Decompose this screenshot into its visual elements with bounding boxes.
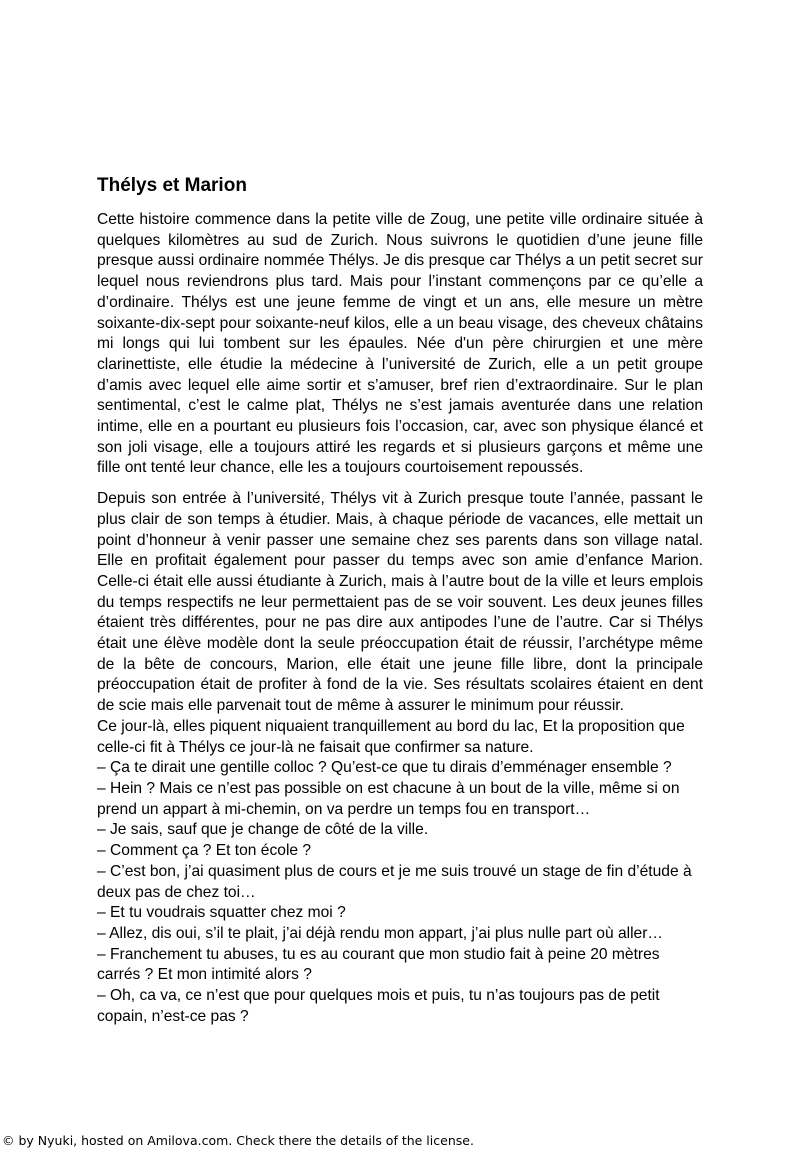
dialogue-line: – Ça te dirait une gentille colloc ? Qu’est-ce que tu dirais d’emménager ensemble ? <box>97 759 672 777</box>
paragraph-intro: Cette histoire commence dans la petite ville de Zoug, une petite ville ordinaire située à quelques kilomètres au sud de Zurich. Nous suivrons le quotidien d’une jeune fille presque aussi ordinaire nommée Thélys. Je dis presque car Thélys a un petit secret sur lequel nous reviendrons plus tard. Mais pour l’instant commençons par ce qu’elle a d’ordinaire. Thélys est une jeune femme de vingt et un ans, elle mesure un mètre soixante-dix-sept pour soixante-neuf kilos, elle a un beau visage, des cheveux châtains mi longs qui lui tombent sur les épaules. Née d'un père chirurgien et une mère clarinettiste, elle étudie la médecine à l’université de Zurich, elle a un petit groupe d’amis avec lequel elle aime sortir et s’amuser, bref rien d’extraordinaire. Sur le plan sentimental, c’est le calme plat, Thélys ne s’est jamais aventurée dans une relation intime, elle en a pourtant eu plusieurs fois l’occasion, car, avec son physique élancé et son joli visage, elle a toujours attiré les regards et si plusieurs garçons et même une fille ont tenté leur chance, elle les a toujours courtoisement repoussés. <box>97 211 703 477</box>
document-title: Thélys et Marion <box>97 175 247 196</box>
narration-line: Ce jour-là, elles piquent niquaient tranquillement au bord du lac, Et la proposition que celle-ci fit à Thélys ce jour-là ne faisait que confirmer sa nature. <box>97 717 685 756</box>
dialogue-line: – Hein ? Mais ce n’est pas possible on est chacune à un bout de la ville, même si on prend un appart à mi-chemin, on va perdre un temps fou en transport… <box>97 779 680 818</box>
dialogue-line: – Je sais, sauf que je change de côté de la ville. <box>97 821 429 839</box>
document-body <box>97 172 703 1027</box>
dialogue-line: – Oh, ca va, ce n’est que pour quelques mois et puis, tu n’as toujours pas de petit copain, n’est-ce pas ? <box>97 987 660 1025</box>
dialogue-line: – Franchement tu abuses, tu es au courant que mon studio fait à peine 20 mètres carrés ? Et mon intimité alors ? <box>97 945 660 984</box>
dialogue-line: – C’est bon, j’ai quasiment plus de cours et je me suis trouvé un stage de fin d’étude à deux pas de chez toi… <box>97 862 692 901</box>
license-footer: © by Nyuki, hosted on Amilova.com. Check there the details of the license. <box>2 1133 474 1148</box>
paragraph-university: Depuis son entrée à l’université, Thélys vit à Zurich presque toute l’année, passant le plus clair de son temps à étudier. Mais, à chaque période de vacances, elle mettait un point d’honneur à venir passer une semaine chez ses parents dans son village natal. Elle en profitait également pour passer du temps avec son amie d’enfance Marion. Celle-ci était elle aussi étudiante à Zurich, mais à l’autre bout de la ville et leurs emplois du temps respectifs ne leur permettaient pas de se voir souvent. Les deux jeunes filles étaient très différentes, pour ne pas dire aux antipodes l’une de l’autre. Car si Thélys était une élève modèle dont la seule préoccupation était de réussir, l’archétype même de la bête de concours, Marion, elle était une jeune fille libre, dont la principale préoccupation était de profiter à fond de la vie. Ses résultats scolaires étaient en dent de scie mais elle parvenait tout de même à assurer le minimum pour réussir. <box>97 490 703 715</box>
dialogue-line: – Et tu voudrais squatter chez moi ? <box>97 904 346 922</box>
dialogue-line: – Allez, dis oui, s’il te plait, j’ai déjà rendu mon appart, j’ai plus nulle part où aller… <box>97 924 664 942</box>
dialogue-line: – Comment ça ? Et ton école ? <box>97 842 312 860</box>
